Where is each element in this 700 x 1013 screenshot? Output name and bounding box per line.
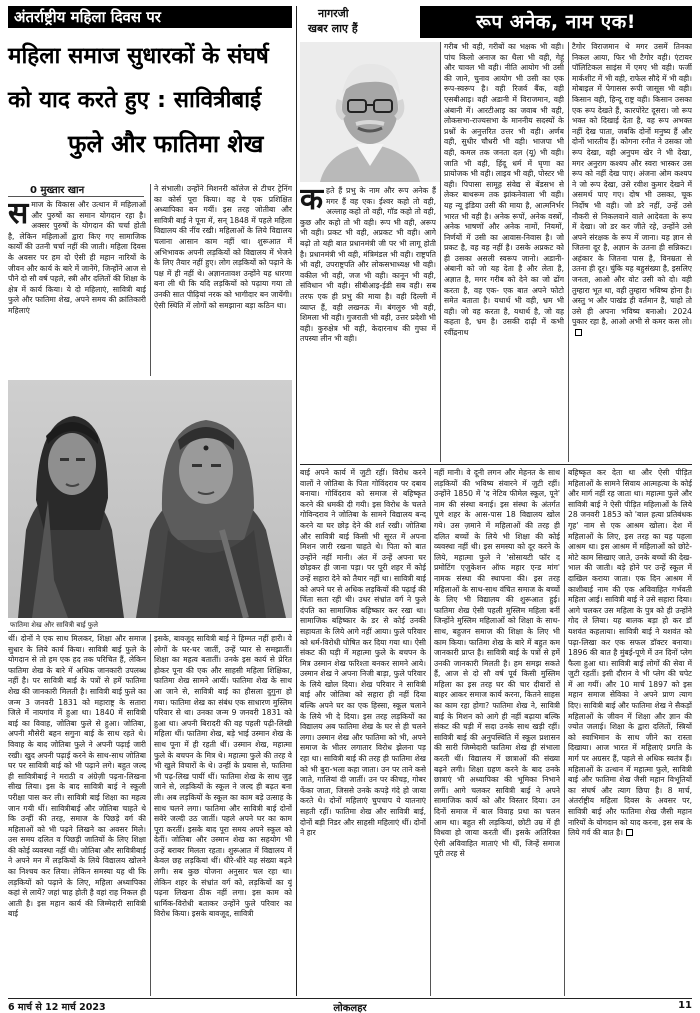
left-col2-bottom: इसके, बावजूद सावित्री बाई ने हिम्मत नहीं हारी। वे लोगों के घर-घर जातीं, उन्हें प्यार से समझातीं। शिक्षा का महत्व बतातीं। उनके इस कार्य से प्रेरित होकर पूना की एक और साहसी महिला शिक्षिका, फातिमा शेख सामने आयीं। फातिमा शेख के साथ आ जाने से, सावित्री बाई का हौसला दुगुना हो गया। फातिमा शेख का संबंध एक साधारण मुस्लिम परिवार से था। उनका जन्म 9 जनवरी 1831 को हुआ था। अपनी बिरादरी की वह पहली पढ़ी-लिखी महिला थीं। फातिमा शेख, बड़े भाई उस्मान शेख के साथ पूना में ही रहती थीं। उस्मान शेख, महात्मा फुले के बचपन के मित्र थे। महात्मा फुले की तरह वे भी खुले विचारों के थे। उन्हीं के प्रयास से, फातिमा भी पढ़-लिख पायीं थीं। फातिमा शेख के साथ जुड़ जाने से, लड़कियों के स्कूल ने जल्द ही बढ़त बना ली। अब लड़कियों के स्कूल का काम बड़े उत्साह के साथ चलने लगा। फातिमा और सावित्री बाई दोनों सवेरे जल्दी उठ जातीं। पहले अपने घर का काम पूरा करतीं। इसके बाद पूरा समय अपने स्कूल को देतीं। जोतिबा और उस्मान शेख का सहयोग भी उन्हें बराबर मिलता रहता। शुरूआत में विद्यालय में केवल छह लड़कियां थीं। धीरे-धीरे यह संख्या बढ़ने लगी। सब कुछ योजना अनुसार चल रहा था। लेकिन शहर के संभ्रांत वर्ग को, लड़कियों का यूं पढ़ना लिखना ठीक नहीं लगा। इस काम को धार्मिक-विरोधी बताकर उन्होंने फुले परिवार का विरोध किया। इसके बावजूद, सावित्री <box>154 634 292 919</box>
left-col1-bottom: थीं। दोनों ने एक साथ मिलकर, शिक्षा और समाज सुधार के लिये कार्य किया। सावित्री बाई फुले के योगदान से तो हम एक हद तक परिचित हैं, लेकिन फातिमा शेख के बारे में अधिक जानकारी उपलब्ध नहीं है। पर सावित्री बाई के पत्रों से हमें फातिमा शेख की जानकारी मिलती है। सावित्री बाई फुले का जन्म 3 जनवरी 1831 को महाराष्ट्र के सतारा जिले में नायगांव में हुआ था। 1840 में सावित्री बाई का विवाह, जोतिबा फुले से हुआ। जोतिबा, अपनी मौसेरी बहन सगुना बाई के साथ रहते थे। विवाह के बाद जोतिबा फुले ने अपनी पढ़ाई जारी रखी। खुद अपनी पढ़ाई करने के साथ-साथ जोतिबा घर पर सावित्री बाई को भी पढ़ाने लगे। बहुत जल्द ही सावित्रीबाई ने मराठी व अंग्रेज़ी पढ़ना-लिखना सीख लिया। इस के बाद सावित्री बाई ने स्कूली परीक्षा पास कर ली। सावित्री बाई शिक्षा का महत्व जान गयी थीं। सावित्रीबाई और जोतिबा चाहते थे कि उन्हीं की तरह, समाज के पिछड़े वर्ग की महिलाओं को भी पढ़ने लिखने का अवसर मिले। उस समय दलित व पिछड़ी जातियों के लिए शिक्षा की कोई व्यवस्था नहीं थी। जोतिबा और सावित्रीबाई ने अपने मन में लड़कियों के लिये विद्यालय खोलने का निश्चय कर लिया। लेकिन समस्या यह थी कि लड़कियों को पढ़ाने के लिए, महिला अध्यापिका कहां से लायें? जहां चाह होती है वहां राह निकल ही आती है। इस महान कार्य की जिम्मेदारी सावित्री बाई <box>8 634 146 919</box>
middle-right-divider <box>440 42 441 462</box>
photo-caption: फातिमा शेख और सावित्री बाई फुले <box>10 621 98 629</box>
left-col-divider-bottom <box>150 634 151 996</box>
footer-publication: लोकलहर <box>333 1003 367 1013</box>
byline-rule <box>8 196 144 197</box>
left-col2-top: ने संभाली। उन्होंने मिशनरी कॉलेज से टीचर ट्रेनिंग का कोर्स पूरा किया। वह ये एक प्रशिक्षित अध्यापिका बन गयीं। इस तरह जोतीबा और सावित्री बाई ने पूना में, सन् 1848 में पहले महिला विद्यालय की नींव रखी। महिलाओं के लिये विद्यालय चलाना आसान काम नहीं था। शुरूआत में अभिभावक अपनी लड़कियों को विद्यालय में भेजने के लिए तैयार नहीं हुए। लोग लड़कियों को पढ़ाने के पक्ष में ही नहीं थे। अज्ञानतावश उन्होंने यह धारणा बना ली थी कि यदि लड़कियों को पढ़ाया गया तो उनकी सात पीढ़ियां नरक को भागीदार बन जायेंगी। ऐसी स्थिति में लोगों को समझाना बड़ा कठिन था। <box>154 184 292 310</box>
dropcap-sa: स <box>8 200 29 231</box>
footer-rule <box>8 998 692 999</box>
portrait-photo <box>8 380 292 618</box>
column-name-line-2: खबर लाए हैं <box>308 22 358 35</box>
portrait-illustration <box>8 380 292 618</box>
headline <box>8 34 292 166</box>
footer-date: 6 मार्च से 12 मार्च 2023 <box>8 1002 106 1013</box>
end-mark-2 <box>626 829 633 836</box>
continued-col3: बहिष्कृत कर देता था और ऐसी पीड़ित महिलाओं के सामने सिवाय आत्महत्या के कोई और मार्ग नहीं रह जाता था। महात्मा फुले और सावित्री बाई ने ऐसी पीड़ित महिलाओं के लिये 28 जनवरी 1853 को 'बाल हत्या प्रतिबंधक गृह' नाम से एक आश्रम खोला। देश में महिलाओं के लिए, इस तरह का यह पहला आश्रम था। इस आश्रम में महिलाओं को छोटे-मोटे काम सिखाए जाते, उनके बच्चों की देख-भाल की जाती। बड़े होने पर उन्हें स्कूल में दाखिल कराया जाता। एक दिन आश्रम में काशीबाई नाम की एक अविवाहित गर्भवती महिला आई। सावित्री बाई ने उसे सहारा दिया। आगे चलकर उस महिला के पुत्र को ही उन्होंने गोद ले लिया। यह बालक बड़ा हो कर डॉ यशवंत कहलाया। सावित्री बाई ने यशवंत को पढ़ा-लिखा कर एक सफल डॉक्टर बनाया। 1896 की बात है मुंबई-पूणे में उन दिनों प्लेग फैला हुआ था। सावित्री बाई लोगों की सेवा में जुटी रहतीं। इसी दौरान वे भी प्लेग की चपेट में आ गयीं। और 10 मार्च 1897 को इस महान समाज सेविका ने अपने प्राण त्याग दिए। सावित्री बाई और फातिमा शेख ने सैकड़ों महिलाओं के जीवन में शिक्षा और ज्ञान की ज्योत जलाई। शिक्षा के द्वारा दलितों, स्त्रियों को स्वाभिमान के साथ जीने का रास्ता दिखाया। आज भारत में महिलाएं प्रगति के मार्ग पर अग्रसर हैं, पहले से अधिक स्वतंत्र हैं। महिलाओं के उत्थान में महात्मा फुले, सावित्री बाई और फातिमा शेख जैसी महान विभूतियों का संघर्ष और त्याग छिपा है। 8 मार्च, अंतर्राष्ट्रीय महिला दिवस के अवसर पर, सावित्री बाई और फातिमा शेख जैसी महान नारियों के योगदान को याद करना, इस सब के लिये गर्व की बात है। <box>568 468 692 838</box>
continued-divider-1 <box>430 468 431 996</box>
section-divider <box>296 6 297 996</box>
right-title-band <box>420 6 692 38</box>
author-photo <box>300 42 440 182</box>
left-col-divider-top <box>150 184 151 376</box>
right-col2-text: टैगोर विराजमान थे मगर उसमें तिनका निकल आया, फिर भी टैगोर वही। एंटायर पॉलिटिकल साइंस में एमए भी वही। फर्जी मार्कशीट में भी वही, राफेल सौदे में भी वही। मोबाइल में पेगासस रूपी जासूस भी वही। किसान वही, हिन्दू राष्ट्र वही। किसान उसका एक रूप देखते हैं, कारपोरेट दूसरा। जो रूप भक्त को दिखाई देता है, वह रूप अभक्त नहीं देख पाता, जबकि दोनों मनुष्य हैं और दोनों भारतीय हैं। कोगना रनौत ने उसका जो रूप देखा, वही अनुपम खेर ने भी देखा, मगर अनुराग कश्यप और स्वरा भास्कर उस रूप को नहीं देख पाए। अंजना ओम कश्यप ने जो रूप देखा, उसे रवीश कुमार देखने में असमर्थ पाए गए। दोष भी उसका, चूक निर्दोष भी वही। जो डरे नहीं, उन्हें उसे नौकरी से निकलवाने वाले आदेवता के रूप में देखा। जो डर कर जीते रहे, उन्होंने उसे अपने संरक्षक के रूप में जाना। यह ज्ञान से जितना दूर है, अज्ञान के उतना ही सन्निकट। अहंकार के जितना पास है, विनम्रता से उतना ही दूर। चुंकि यह बहुसंख्या है, इसलिए जनता, आओ और वोट उसी को दो। वही तुम्हारा भूत था, वही तुम्हारा भविष्य होना है। अस्तु भ और पाखंड ही वर्तमान है, चाहो तो उसे ही अपना भविष्य बनाओ। 2024 पुकार रहा है, आओ अभी से कमर कस लो। <box>572 42 692 462</box>
continued-col2: नहीं मानी। वे दूनी लगन और मेहनत के साथ लड़कियों की भविष्य संवारने में जुटी रहीं। उन्होंने 1850 में 'द नेटिव फीमेल स्कूल, पूने' नाम की संस्था बनाई। इस संस्था के अंतर्गत पूणे शहर के आस-पास 18 विद्यालय खोल गये। उस ज़माने में महिलाओं की तरह ही दलित बच्चों के लिये भी शिक्षा की कोई व्यवस्था नहीं थी। इस समस्या को दूर करने के लिये, महात्मा फुले ने 'सोसायटी फॉर द प्रमोटिंग एजुकेशन ऑफ महार एन्ड मांग' नामक संस्था की स्थापना की। इस तरह महिलाओं के साथ-साथ वंचित समाज के बच्चों के लिए भी विद्यालय की शुरूआत हुई। फातिमा शेख ऐसी पहली मुस्लिम महिला बनीं जिन्होंने मुस्लिम महिलाओं को शिक्षा के साथ-साथ, बहुजन समाज की शिक्षा के लिए भी काम किया। फातिमा शेख के बारे में बहुत कम जानकारी प्राप्त है। सावित्री बाई के पत्रों से हमें उनकी जानकारी मिलती है। हम समझ सकते हैं, आज से दो सौ वर्ष पूर्व किसी मुस्लिम महिला का इस तरह घर की चार दीवारों से बाहर आकर समाज कार्य करना, कितने साहस का काम रहा होगा? फातिमा शेख ने, सावित्री बाई के मिशन को आगे ही नहीं बढ़ाया बल्कि संकट की घड़ी में सदा उनके साथ खड़ी रहीं। सावित्री बाई की अनुपस्थिति में स्कूल प्रशासन की सारी जिम्मेदारी फातिमा शेख ही संभाला करती थीं। विद्यालय में छात्राओं की संख्या बढ़ने लगी। शिक्षा ग्रहण करने के बाद उनके छात्राएं भी अध्यापिका की भूमिका निभाने लगीं। आगे चलकर सावित्री बाई ने अपने सामाजिक कार्य को और विस्तार दिया। उन दिनों समाज में बाल विवाह प्रथा का चलन आम था। बहुत सी लड़कियां, छोटी उम्र में ही विधवा हो जाया करती थीं। इसके अतिरिक्त ऐसी अविवाहित माताएं भी थीं, जिन्हें समाज पूरी तरह से <box>434 468 560 859</box>
headline-line-2: को याद करते हुए : सावित्रीबाई <box>8 87 262 113</box>
end-mark <box>575 329 582 336</box>
left-col1-top: स माज के विकास और उत्थान में महिलाओं और पुरुषों का समान योगदान रहा है। अक्सर पुरुषों के योगदान की चर्चा होती है, लेकिन महिलाओं द्वारा किए गए सामाजिक कार्यों की उतनी चर्चा नहीं की जाती। महिला दिवस के अवसर पर हम दो ऐसी ही महान नारियों के जीवन और कार्य के बारे में जानेंगे, जिन्होंने आज से पौने दो सौ वर्ष पहले, स्त्री और दलितों की शिक्षा के क्षेत्र में कार्य किया। ये दो महिलाएं, सावित्री बाई फुले और फातिमा शेख, अपने समय की क्रांतिकारी महिलाएं <box>8 200 146 315</box>
right-col1-text: गरीब भी वही, गरीबों का भक्षक भी वही। पांच किलो अनाज का थैला भी वही, गेहूं और चावल भी वही। नीति आयोग भी उसी की जाने, चुनाव आयोग भी उसी का एक रूप-स्वरूप है। वही रिजर्व बैंक, वही एसबीआइ। वही अडानी में विराजमान, वही अंबानी में। आरटीआइ का जवाब भी वही, लोकसभा-राज्यसभा के माननीय सदस्यों के प्रश्नों के अनुत्तरित उत्तर भी वही। अर्णब वही, सुधीर चौधरी भी वही। भाजपा भी वही, कमल तक जनता दल (यू) भी वही। जाति भी वही, हिंदू धर्म में घृणा का प्रायोजक भी वही। लाइव भी वही, पोस्टर भी वही। पिपासा सामूह संवेद्य से बेंडसभ से लेकर बाथरूम तक झांकनेवाला भी वही। यह न्यू इंडिया उसी की माया है, आत्मनिर्भर भारत भी वही है। अनेक रूपों, अनेक वस्त्रों, अनेक भाषणों और अनेक नामों, नियमों, निर्णयों में उसी का आवास-निवास है। जो प्रकट है, वह वह नहीं है। उसके अप्रकट को ही उसका असली स्वरूप जानो। अडानी-अंबानी को जो यह देता है और लेता है, अज्ञात है, मगर गरीब को देने का जो ढोंग करता है, वह एक- एक बात अपने फोटो समेत बताता है। यथार्थ भी वही, भ्रम भी वही। जो वह करता है, यथार्थ है, जो वह कहता है, भ्रम है। उसकी दाढ़ी में कभी रवींद्रनाथ <box>444 42 564 338</box>
kicker-band <box>8 6 292 28</box>
headline-line-1: महिला समाज सुधारकों के संघर्ष <box>8 43 269 69</box>
author-portrait <box>300 42 440 182</box>
headline-line-3: फुले और फातिमा शेख <box>68 130 264 158</box>
continued-divider-2 <box>564 468 565 996</box>
right-title: रूप अनेक, नाम एक! <box>476 11 636 33</box>
column-name-line-1: नागरजी <box>318 7 349 20</box>
caption-rule <box>8 631 292 632</box>
kicker-text: अंतर्राष्ट्रीय महिला दिवस पर <box>14 8 161 26</box>
mid-section-rule <box>300 464 692 465</box>
right-col-divider <box>568 42 569 462</box>
column-name <box>300 6 420 36</box>
continued-col1: बाई अपने कार्य में जुटी रहीं। विरोध करने वालों ने जोतिबा के पिता गोविंदराव पर दबाव बनाया। गोविंदराव को समाज से बहिष्कृत करने की धमकी दी गयी। इस विरोध के चलते गोविन्दराव ने जोतिबा के सामने विद्यालय बन्द करने या घर छोड़ देने की शर्त रखी। जोतिबा और सावित्री बाई किसी भी सूरत में अपना मिशन जारी रखना चाहते थे। पिता को बात उन्होंने नहीं मानी। अंत में उन्हें अपना घर छोड़कर ही जाना पड़ा। पर पूरी शहर में कोई उन्हें सहारा देने को तैयार नहीं था। सावित्री बाई को अपने घर से अधिक लड़कियों की पढ़ाई की चिंता सता रही थी। उधर संभ्रांत वर्ग ने फुले दंपति का सामाजिक बहिष्कार कर रखा था। सामाजिक बहिष्कार के डर से कोई उनकी सहायता के लिये आगे नहीं आया। फुले परिवार को धर्म-विरोधी घोषित कर दिया गया था। ऐसी संकट की घड़ी में महात्मा फुले के बचपन के मित्र उस्मान शेख फरिश्ता बनकर सामने आये। उस्मान शेख ने अपना निजी बाड़ा, फुले परिवार के लिये खोल दिया। शेख परिवार ने सावित्री बाई और जोतिबा को सहारा ही नहीं दिया बल्कि अपने घर का एक हिस्सा, स्कूल चलाने के लिये भी दे दिया। इस तरह लड़कियों का विद्यालय अब फातिमा शेख के घर से ही चलने लगा। उस्मान शेख और फातिमा को भी, अपने समाज के भीतर लगातार विरोध झेलना पड़ रहा था। सावित्री बाई की तरह ही फातिमा शेख को भी बुरा-भला कहा जाता। उन पर ताने कसे जाते, गालियां दी जातीं। उन पर कीचड़, गोबर फेंका जाता, जिससे उनके कपड़े गंदे हो जाया करते थे। दोनों महिलाएं चुपचाप ये यातनाएं सहती रहीं। फातिमा शेख और सावित्री बाई, दोनों बड़ी निडर और साहसी महिलाएं थीं। दोनों ने हार <box>300 468 426 838</box>
footer-page-number: 11 <box>678 1000 692 1011</box>
middle-col-text: क हते हैं प्रभु के नाम और रूप अनेक हैं मगर हैं वह एक। ईश्वर कहो तो वही, अल्लाह कहो तो वही, गॉड कहो तो वही, कुछ और कहो तो भी वही। रूप भी वही, अरूप भी वही। प्रकट भी वही, अप्रकट भी वही। आगे बढ़ो तो यही बात प्रधानमंत्री जी पर भी लागू होती है। प्रधानमंत्री भी वही, मंत्रिमंडल भी वही। राष्ट्रपति भी वही, उपराष्ट्रपति और लोकसभाध्यक्ष भी वही। वकील भी वही, जज भी वही। कानून भी वही, संविधान भी वही। सीबीआइ-ईडी सब वही। सब तरफ एक ही प्रभु की माया है। वही दिल्ली में व्याप्त हैं, वही लखनऊ में। बंगलुरु भी वही, शिमला भी वही। गुजराती भी वही, उत्तर प्रदेशी भी वही। कुरुक्षेत्र भी वही, केदारनाथ की गुफा में तपस्या लीन भी वही। <box>300 186 436 344</box>
byline: 0 मुख्तार खान <box>30 185 85 196</box>
dropcap-ka: क <box>300 186 324 217</box>
